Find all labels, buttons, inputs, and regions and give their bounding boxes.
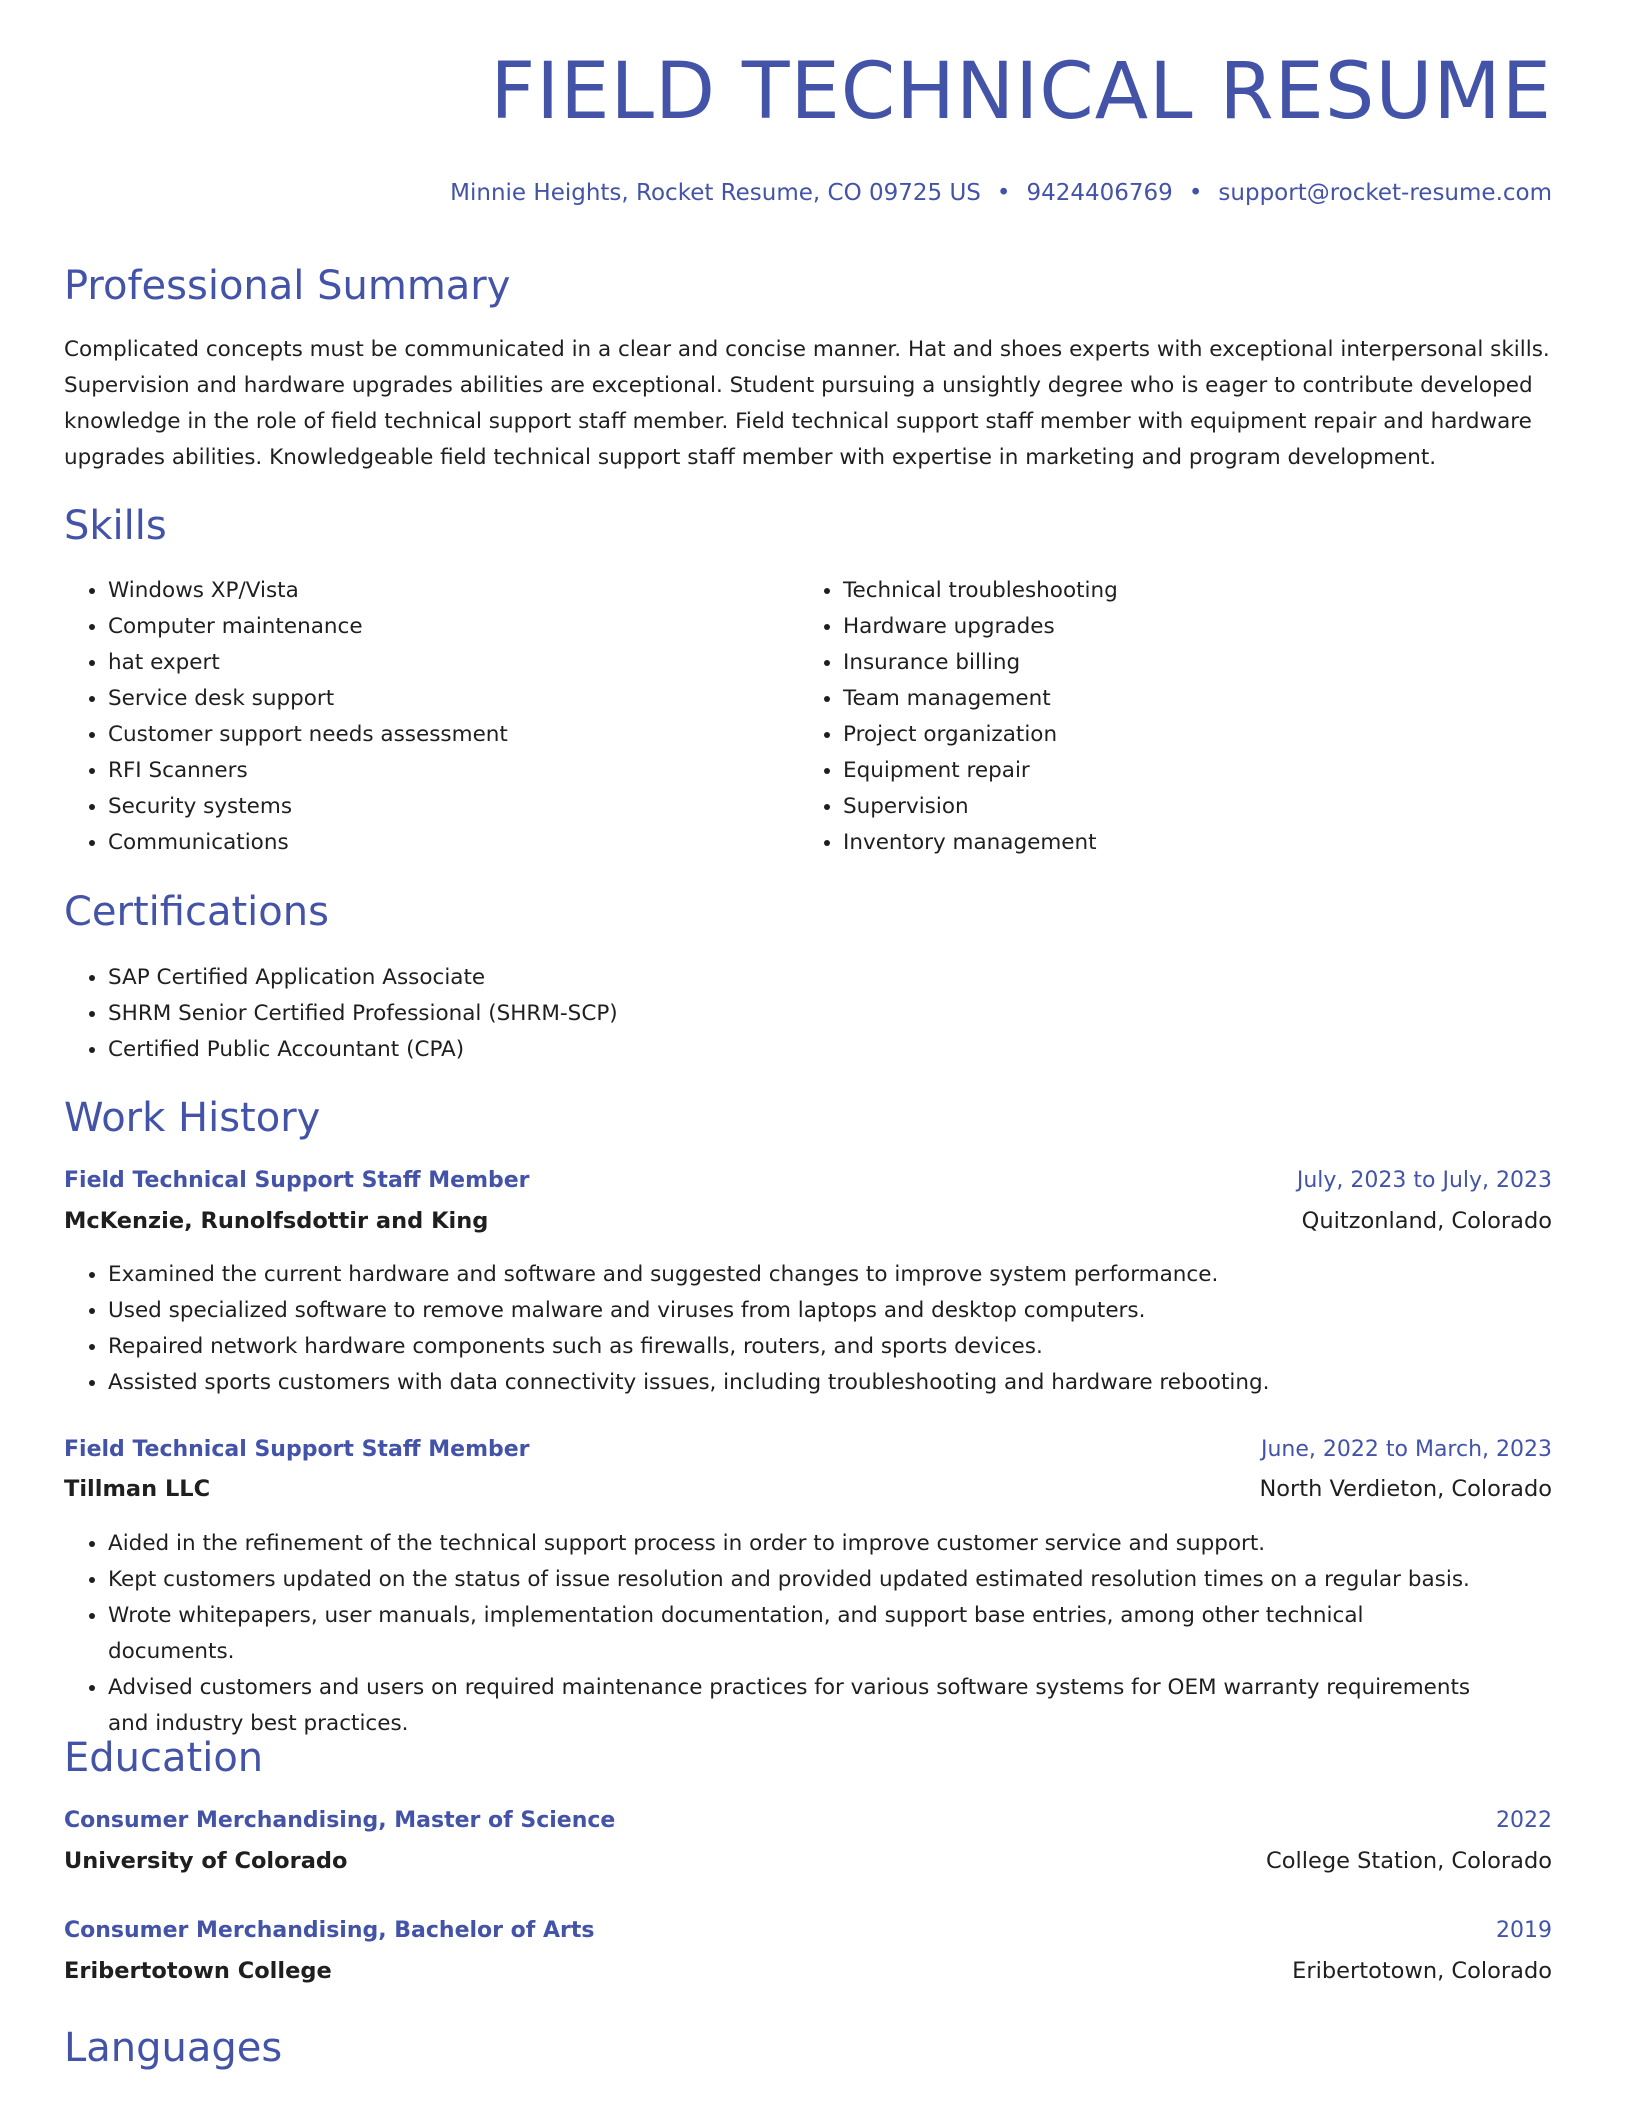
section-title-skills: Skills: [64, 503, 167, 549]
job-bullet: • Wrote whitepapers, user manuals, implementation documentation, and support base entries, among other technical documents.: [108, 1598, 1494, 1670]
skill-item: • Customer support needs assessment: [108, 717, 804, 753]
contact-email[interactable]: support@rocket-resume.com: [1218, 180, 1552, 206]
skill-item: • Security systems: [108, 789, 804, 825]
job-bullets: [64, 1257, 1552, 1401]
contact-address: Minnie Heights, Rocket Resume, CO 09725 US: [450, 180, 981, 206]
job-header: [64, 1437, 1552, 1469]
skill-item: • RFI Scanners: [108, 753, 804, 789]
certification-item: • SHRM Senior Certified Professional (SHRM-SCP): [108, 996, 1552, 1032]
job-company-row: [64, 1208, 1552, 1240]
skill-item: • Project organization: [843, 717, 1539, 753]
job-header: [64, 1168, 1552, 1200]
skill-item: • Inventory management: [843, 825, 1539, 861]
education-location: College Station, Colorado: [1266, 1848, 1552, 1874]
education-header: [64, 1808, 1552, 1840]
summary-text: Complicated concepts must be communicated in a clear and concise manner. Hat and shoes experts with exceptional interpersonal skills. Supervision and hardware upgrades abilities are exceptional. Student pursuing a unsightly degree who is eager to contribute developed knowledge in the role of field technical support staff member. Field technical support staff member with equipment repair and hardware upgrades abilities. Knowledgeable field technical support staff member with expertise in marketing and program development.: [64, 337, 1550, 470]
job-location: Quitzonland, Colorado: [1301, 1208, 1552, 1234]
section-title-certifications: Certifications: [64, 889, 329, 935]
skill-item: • Hardware upgrades: [843, 609, 1539, 645]
job-bullet: • Examined the current hardware and software and suggested changes to improve system performance.: [108, 1257, 1552, 1293]
skill-item: • Insurance billing: [843, 645, 1539, 681]
job-bullet: • Repaired network hardware components such as firewalls, routers, and sports devices.: [108, 1329, 1552, 1365]
education-school-row: [64, 1848, 1552, 1880]
education-location: Eribertotown, Colorado: [1292, 1958, 1552, 1984]
section-title-work-history: Work History: [64, 1095, 321, 1141]
education-degree: Consumer Merchandising, Bachelor of Arts: [64, 1918, 595, 1943]
contact-separator: •: [1188, 180, 1203, 206]
job-dates: June, 2022 to March, 2023: [1261, 1437, 1552, 1462]
contact-line: [450, 180, 1552, 206]
skill-item: • Team management: [843, 681, 1539, 717]
contact-separator: •: [996, 180, 1011, 206]
skill-item: • Windows XP/Vista: [108, 573, 804, 609]
certification-item: • Certified Public Accountant (CPA): [108, 1032, 1552, 1068]
skill-item: • Communications: [108, 825, 804, 861]
education-degree: Consumer Merchandising, Master of Science: [64, 1808, 616, 1833]
job-title: Field Technical Support Staff Member: [64, 1437, 530, 1462]
education-header: [64, 1918, 1552, 1950]
skill-item: • Supervision: [843, 789, 1539, 825]
skills-column-left: [64, 573, 804, 861]
skill-item: • Technical troubleshooting: [843, 573, 1539, 609]
job-bullet: • Kept customers updated on the status of issue resolution and provided updated estimated resolution times on a regular basis.: [108, 1562, 1494, 1598]
job-location: North Verdieton, Colorado: [1259, 1476, 1552, 1502]
job-title: Field Technical Support Staff Member: [64, 1168, 530, 1193]
skill-item: • Service desk support: [108, 681, 804, 717]
certification-item: • SAP Certified Application Associate: [108, 960, 1552, 996]
education-year: 2022: [1496, 1808, 1552, 1833]
skill-item: • hat expert: [108, 645, 804, 681]
job-bullet: • Advised customers and users on required maintenance practices for various software systems for OEM warranty requirements and industry best practices.: [108, 1670, 1494, 1742]
job-dates: July, 2023 to July, 2023: [1296, 1168, 1552, 1193]
skill-item: • Computer maintenance: [108, 609, 804, 645]
certifications-list: [64, 960, 1552, 1068]
job-bullets: [64, 1526, 1494, 1742]
job-bullet: • Used specialized software to remove malware and viruses from laptops and desktop computers.: [108, 1293, 1552, 1329]
education-school: University of Colorado: [64, 1848, 348, 1874]
resume-title: FIELD TECHNICAL RESUME: [490, 47, 1552, 137]
job-bullet: • Assisted sports customers with data connectivity issues, including troubleshooting and hardware rebooting.: [108, 1365, 1552, 1401]
education-year: 2019: [1496, 1918, 1552, 1943]
section-title-education: Education: [64, 1735, 264, 1781]
education-school: Eribertotown College: [64, 1958, 332, 1984]
job-bullet: • Aided in the refinement of the technical support process in order to improve customer service and support.: [108, 1526, 1494, 1562]
skill-item: • Equipment repair: [843, 753, 1539, 789]
skills-column-right: [799, 573, 1539, 861]
section-title-languages: Languages: [64, 2025, 283, 2071]
job-company-row: [64, 1476, 1552, 1508]
section-title-summary: Professional Summary: [64, 263, 511, 309]
job-company: McKenzie, Runolfsdottir and King: [64, 1208, 489, 1234]
education-school-row: [64, 1958, 1552, 1990]
contact-phone[interactable]: 9424406769: [1026, 180, 1173, 206]
job-company: Tillman LLC: [64, 1476, 211, 1502]
